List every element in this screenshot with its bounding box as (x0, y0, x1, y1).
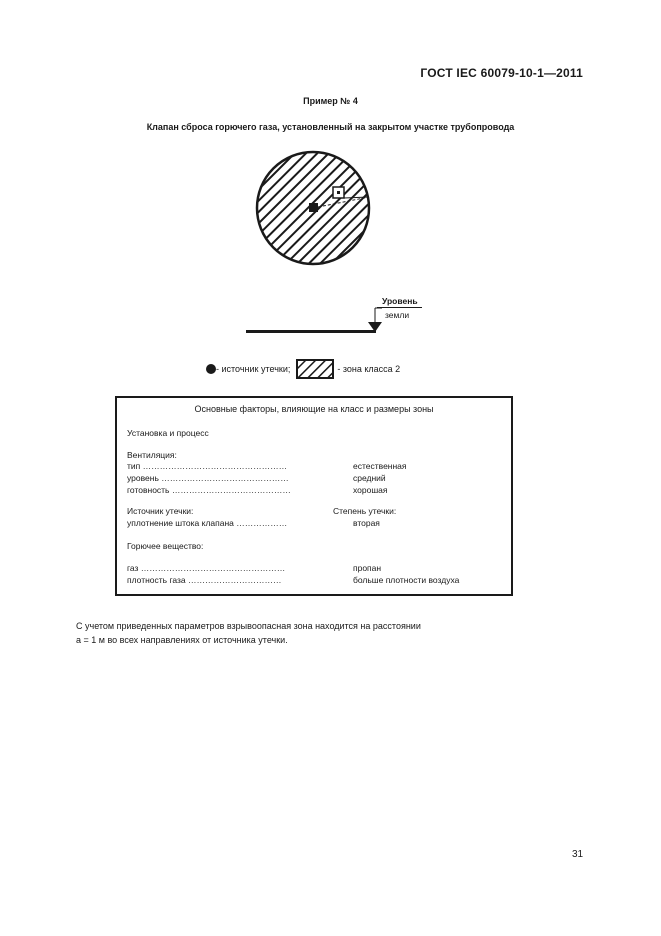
leak-source-heading: Источник утечки: (127, 506, 194, 516)
factors-box (115, 396, 513, 596)
leak-source-label: уплотнение штока клапана ……………… (127, 518, 288, 528)
ventilation-type-value: естественная (353, 461, 407, 471)
conclusion-text (76, 619, 421, 647)
leak-degree-value: вторая (353, 518, 380, 528)
hazard-zone-diagram (245, 145, 385, 277)
ground-level-line (377, 307, 422, 308)
ground-level-label-2: земли (385, 310, 410, 320)
substance-heading: Горючее вещество: (127, 541, 204, 551)
ventilation-level-value: средний (353, 473, 386, 483)
substance-density-value: больше плотности воздуха (353, 575, 460, 585)
ventilation-heading: Вентиляция: (127, 450, 177, 460)
legend (206, 358, 400, 380)
valve-symbol-core (337, 191, 340, 194)
legend-leak-source: - источник утечки; (216, 364, 291, 374)
example-title: Пример № 4 (303, 96, 358, 106)
leak-degree-heading: Степень утечки: (333, 506, 397, 516)
factors-title: Основные факторы, влияющие на класс и размеры зоны (194, 404, 434, 414)
ventilation-availability-label: готовность …………………………………… (127, 485, 291, 495)
zone-class-2-swatch-icon (296, 359, 334, 379)
ventilation-level-label: уровень ……………………………………… (127, 473, 289, 483)
ventilation-availability-value: хорошая (353, 485, 388, 495)
document-code: ГОСТ IEC 60079-10-1—2011 (420, 66, 583, 80)
leak-source-marker (309, 203, 318, 212)
ground-level-marker-icon (367, 306, 383, 332)
ground-level (242, 292, 432, 342)
ventilation-type-label: тип …………………………………………… (127, 461, 288, 471)
leak-source-icon (206, 364, 216, 374)
substance-gas-value: пропан (353, 563, 382, 573)
legend-zone-class: - зона класса 2 (337, 364, 401, 374)
ground-line (246, 330, 376, 333)
page-number: 31 (572, 849, 584, 860)
process-heading: Установка и процесс (127, 428, 209, 438)
substance-density-label: плотность газа …………………………… (127, 575, 282, 585)
substance-gas-label: газ …………………………………………… (127, 563, 286, 573)
conclusion-line-2: a = 1 м во всех направлениях от источника утечки. (76, 635, 288, 645)
figure-caption: Клапан сброса горючего газа, установленный на закрытом участке трубопровода (146, 122, 515, 132)
ground-level-label: Уровень (382, 296, 418, 306)
conclusion-line-1: С учетом приведенных параметров взрывоопасная зона находится на расстоянии (76, 621, 421, 631)
